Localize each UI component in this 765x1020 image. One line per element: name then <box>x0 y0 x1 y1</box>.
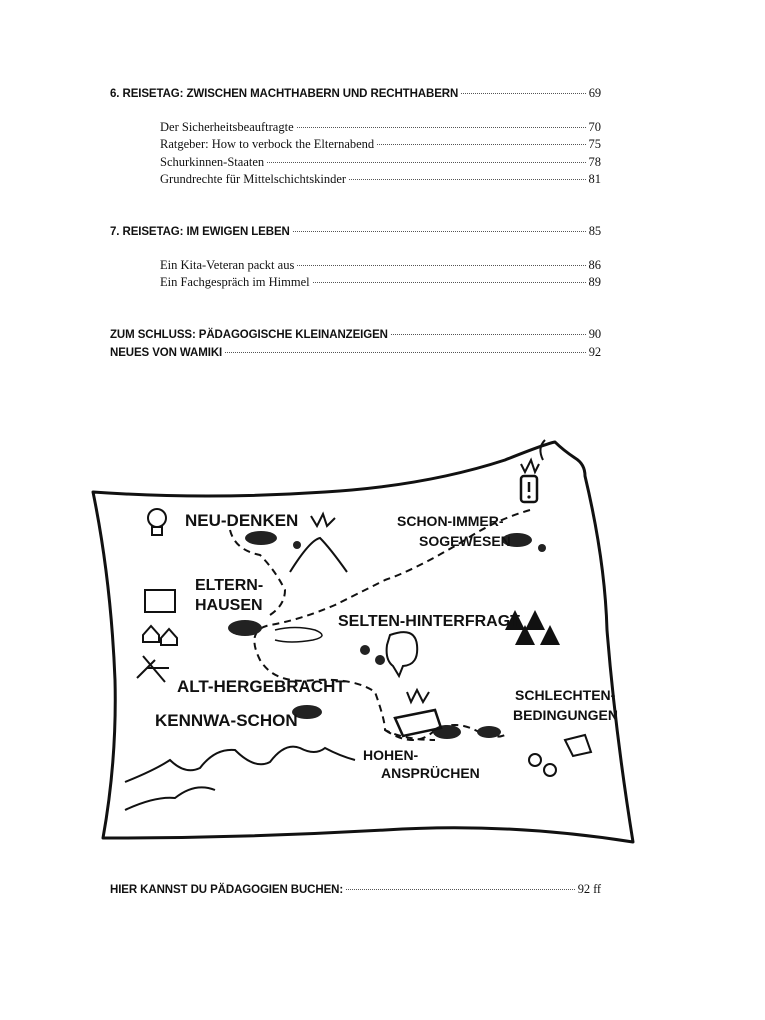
toc-entry-title: Grundrechte für Mittelschichtskinder <box>160 172 347 186</box>
toc-entry-title: Schurkinnen-Staaten <box>160 155 265 169</box>
ruins-icon <box>137 656 169 682</box>
lightbulb-icon <box>148 509 166 527</box>
toc-section-wamiki[interactable] <box>110 345 601 360</box>
toc-section-title: ZUM SCHLUSS: PÄDAGOGISCHE KLEINANZEIGEN <box>110 329 388 341</box>
stone-cluster <box>477 726 501 738</box>
toc-section-buchen[interactable] <box>110 882 601 897</box>
map-drawing <box>85 430 645 850</box>
toc-section-schluss[interactable] <box>110 327 601 342</box>
label-eltern: ELTERN- <box>195 577 264 594</box>
river <box>275 628 322 643</box>
toc-page-number: 89 <box>588 275 601 289</box>
coin <box>544 764 556 776</box>
toc-section-6[interactable] <box>110 86 601 101</box>
toc-page-number: 81 <box>588 172 601 186</box>
stone-cluster <box>245 531 277 545</box>
toc-section-7[interactable] <box>110 224 601 239</box>
coin <box>529 754 541 766</box>
toc-page-number: 69 <box>588 86 601 100</box>
dot-leader <box>346 889 575 890</box>
family-figures <box>145 590 175 612</box>
volcano-burst <box>311 514 335 526</box>
toc-page-number: 85 <box>588 224 601 238</box>
toc-page-number: 70 <box>588 120 601 134</box>
toc-page-number: 90 <box>588 327 601 341</box>
label-sogewesen: SOGEWESEN <box>419 533 511 549</box>
dot-leader <box>391 334 586 335</box>
toc-page-number: 75 <box>588 137 601 151</box>
toc-section-title: 7. REISETAG: IM EWIGEN LEBEN <box>110 226 290 238</box>
dot-leader <box>297 127 586 128</box>
toc-section-title: 6. REISETAG: ZWISCHEN MACHTHABERN UND RECHTHABERN <box>110 88 459 100</box>
label-bedingungen: BEDINGUNGEN <box>513 707 619 723</box>
question-bubble-icon <box>387 632 418 676</box>
dot-leader <box>297 265 585 266</box>
label-anspruchen: ANSPRÜCHEN <box>381 765 480 781</box>
stone <box>538 544 546 552</box>
toc-page-number: 92 <box>588 345 601 359</box>
label-kennwa-schon: KENNWA-SCHON <box>155 711 298 730</box>
toc-entry[interactable] <box>160 137 601 152</box>
paper-curl <box>540 440 545 460</box>
toc-entry[interactable] <box>160 155 601 170</box>
dot-leader <box>377 144 585 145</box>
dot-leader <box>267 162 585 163</box>
crown-icon <box>521 460 539 472</box>
label-schon-immer: SCHON-IMMER- <box>397 513 504 529</box>
dot-leader <box>461 93 585 94</box>
mountain-range <box>125 747 355 782</box>
toc-page-number: 78 <box>588 155 601 169</box>
crown-icon <box>407 690 429 702</box>
stone-cluster <box>433 725 461 739</box>
label-schlechten: SCHLECHTEN- <box>515 687 616 703</box>
toc-entry-title: Ein Fachgespräch im Himmel <box>160 275 310 289</box>
toc-section-title: NEUES VON WAMIKI <box>110 347 223 359</box>
label-neu-denken: NEU-DENKEN <box>185 511 299 530</box>
toc-entry-title: Der Sicherheitsbeauftragte <box>160 120 294 134</box>
dot-leader <box>313 282 586 283</box>
toc-page-number: 86 <box>588 258 601 272</box>
houses-icon <box>143 626 177 645</box>
stone-cluster <box>228 620 262 636</box>
toc-entry-title: Ein Kita-Veteran packt aus <box>160 258 295 272</box>
label-hausen: HAUSEN <box>195 597 263 614</box>
toc-entry-title: Ratgeber: How to verbock the Elternabend <box>160 137 375 151</box>
toc-entry[interactable] <box>160 172 601 187</box>
mountain-range <box>125 787 215 810</box>
dot-leader <box>225 352 586 353</box>
label-alt-hergebracht: ALT-HERGEBRACHT <box>177 677 346 696</box>
label-selten-hinterfragt: SELTEN-HINTERFRAGT <box>338 613 520 630</box>
lightbulb-base <box>152 527 162 535</box>
stone <box>293 541 301 549</box>
label-hohen: HOHEN- <box>363 747 419 763</box>
exclamation-dot <box>527 495 530 498</box>
box-icon <box>565 735 591 756</box>
dot-leader <box>293 231 586 232</box>
dot-leader <box>349 179 585 180</box>
toc-entry[interactable] <box>160 258 601 273</box>
treasure-map-illustration <box>85 430 645 850</box>
stone <box>375 655 385 665</box>
stone <box>360 645 370 655</box>
toc-entry[interactable] <box>160 275 601 290</box>
toc-section-title: HIER KANNST DU PÄDAGOGIEN BUCHEN: <box>110 884 344 896</box>
toc-page-number: 92 ff <box>577 882 601 896</box>
toc-entry[interactable] <box>160 120 601 135</box>
